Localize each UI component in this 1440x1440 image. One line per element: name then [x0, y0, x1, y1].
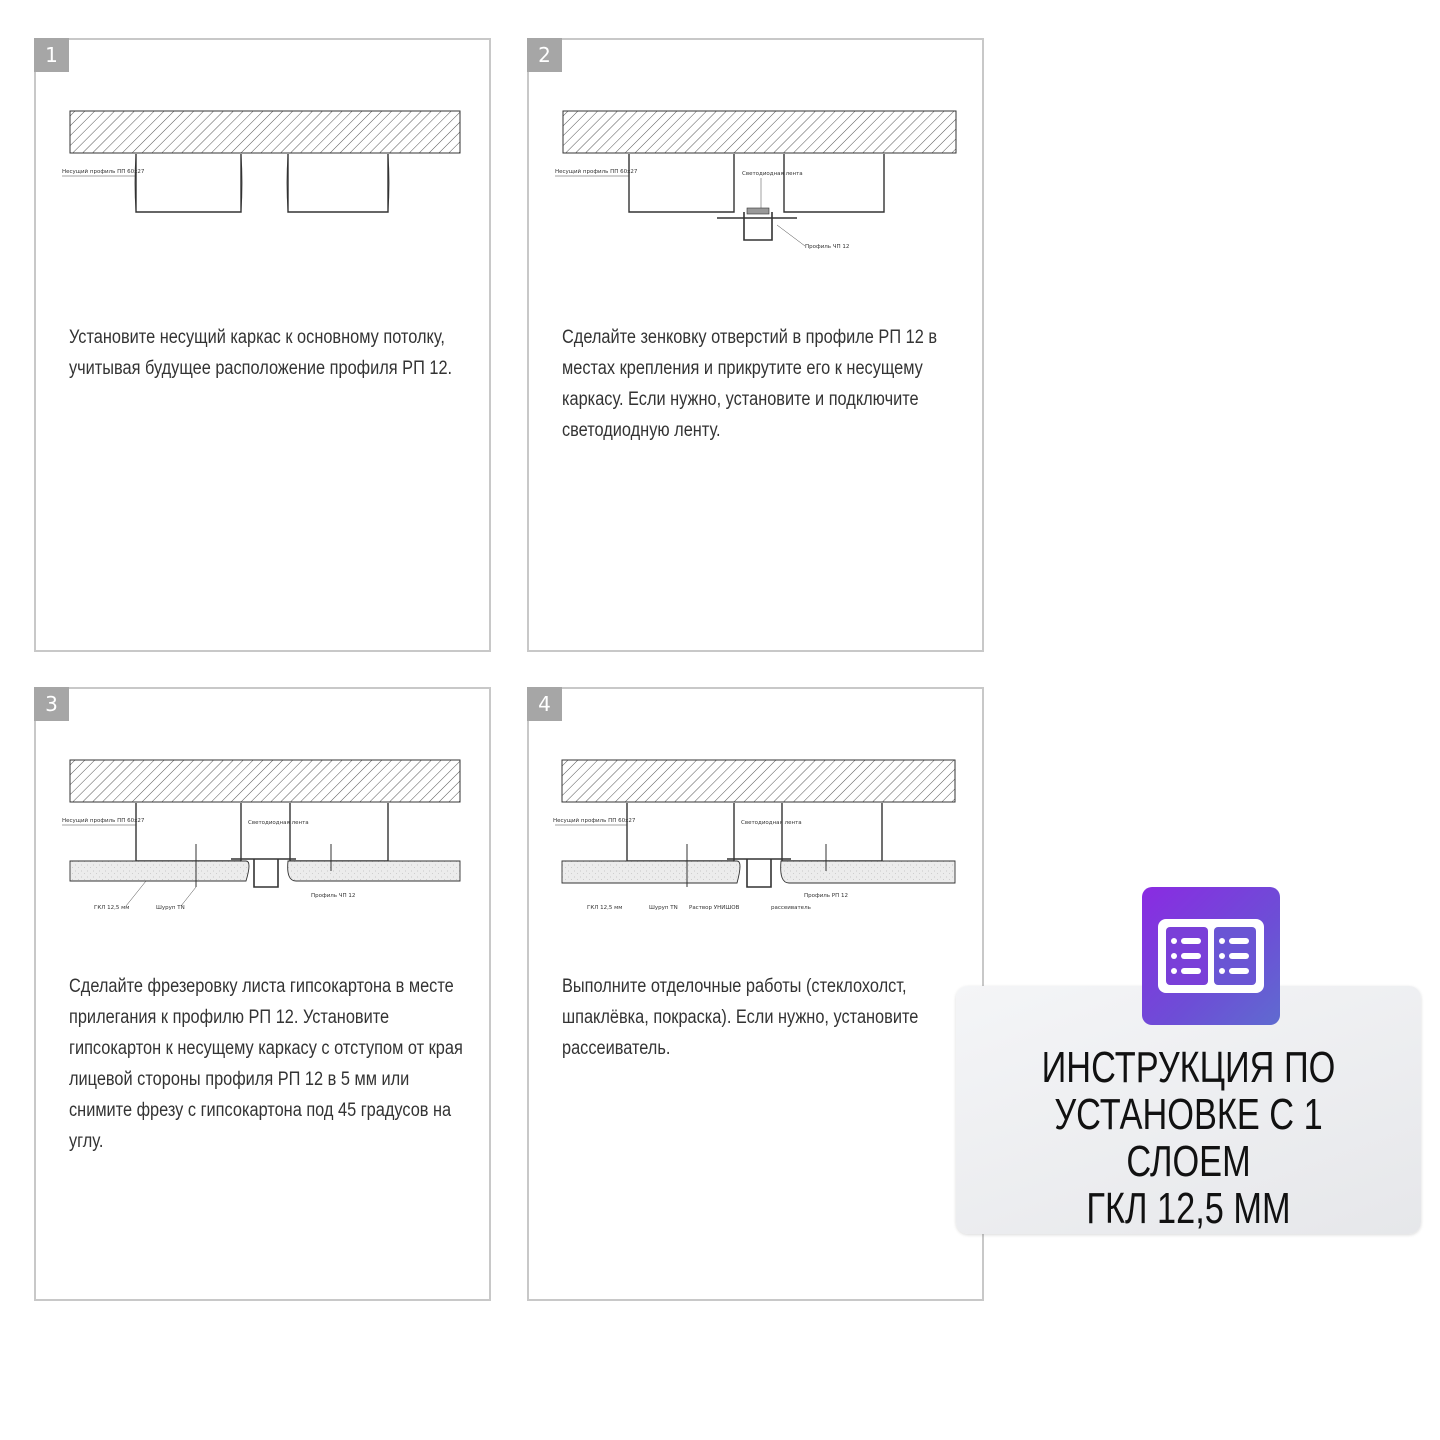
label-profile: Профиль ЧП 12	[311, 893, 356, 899]
step-description: Выполните отделочные работы (стеклохолст, шпаклёвка, покраска). Если нужно, установите рассеиватель.	[562, 976, 919, 1059]
label-diffuser: рассеиватель	[771, 905, 811, 911]
step-number: 2	[527, 38, 562, 72]
carrier-profile	[136, 154, 241, 212]
carrier-profile	[136, 803, 241, 861]
rp12-profile	[717, 212, 797, 240]
label-frame: Несущий профиль ПП 60х27	[62, 169, 145, 175]
step-2-drawing	[549, 100, 969, 300]
label-led: Светодиодная лента	[741, 820, 802, 826]
step-description: Установите несущий каркас к основному потолку, учитывая будущее расположение профиля РП 12.	[69, 327, 453, 379]
logo	[1142, 887, 1280, 1025]
led-panel-icon	[1142, 887, 1280, 1025]
step-number: 4	[527, 687, 562, 721]
label-frame: Несущий профиль ПП 60х27	[555, 169, 638, 175]
label-screw: Шуруп ТN	[156, 905, 185, 911]
gypsum-board	[562, 861, 740, 883]
label-led: Светодиодная лента	[248, 820, 309, 826]
carrier-profile	[629, 154, 734, 212]
gypsum-board	[70, 861, 249, 881]
step-3-drawing	[56, 749, 476, 949]
carrier-profile	[782, 803, 882, 861]
step-card-4	[527, 687, 984, 1301]
label-profile: Профиль РП 12	[804, 893, 848, 899]
carrier-profile	[784, 154, 884, 212]
carrier-profile	[290, 803, 388, 861]
step-description: Сделайте фрезеровку листа гипсокартона в месте прилегания к профилю РП 12. Установите гипсокартон к несущему каркасу с отступом от края лицевой стороны профиля РП 12 в 5 мм или снимите фрезу с гипсокартона под 45 градусов на углу.	[69, 976, 463, 1152]
step-card-1	[34, 38, 491, 652]
label-frame: Несущий профиль ПП 60х27	[62, 818, 145, 824]
step-number: 1	[34, 38, 69, 72]
label-profile: Профиль ЧП 12	[805, 244, 850, 250]
carrier-profile	[288, 154, 388, 212]
gypsum-board	[781, 861, 955, 883]
label-screw: Шуруп ТN	[649, 905, 678, 911]
carrier-profile	[627, 803, 734, 861]
page-title: ИНСТРУКЦИЯ ПО УСТАНОВКЕ С 1 СЛОЕМ ГКЛ 12,5 ММ	[1041, 1043, 1336, 1233]
step-number: 3	[34, 687, 69, 721]
label-mortar: Раствор УНИШОВ	[689, 905, 740, 911]
label-board: ГКЛ 12,5 мм	[587, 905, 623, 911]
label-frame: Несущий профиль ПП 60х27	[553, 818, 636, 824]
step-card-2	[527, 38, 984, 652]
label-board: ГКЛ 12,5 мм	[94, 905, 130, 911]
gypsum-board	[288, 861, 460, 881]
step-card-3	[34, 687, 491, 1301]
step-4-drawing	[549, 749, 969, 949]
label-led: Светодиодная лента	[742, 171, 803, 177]
step-description: Сделайте зенковку отверстий в профиле РП 12 в местах крепления и прикрутите его к несущему каркасу. Если нужно, установите и подключите светодиодную ленту.	[562, 327, 938, 441]
step-1-drawing	[56, 100, 476, 300]
